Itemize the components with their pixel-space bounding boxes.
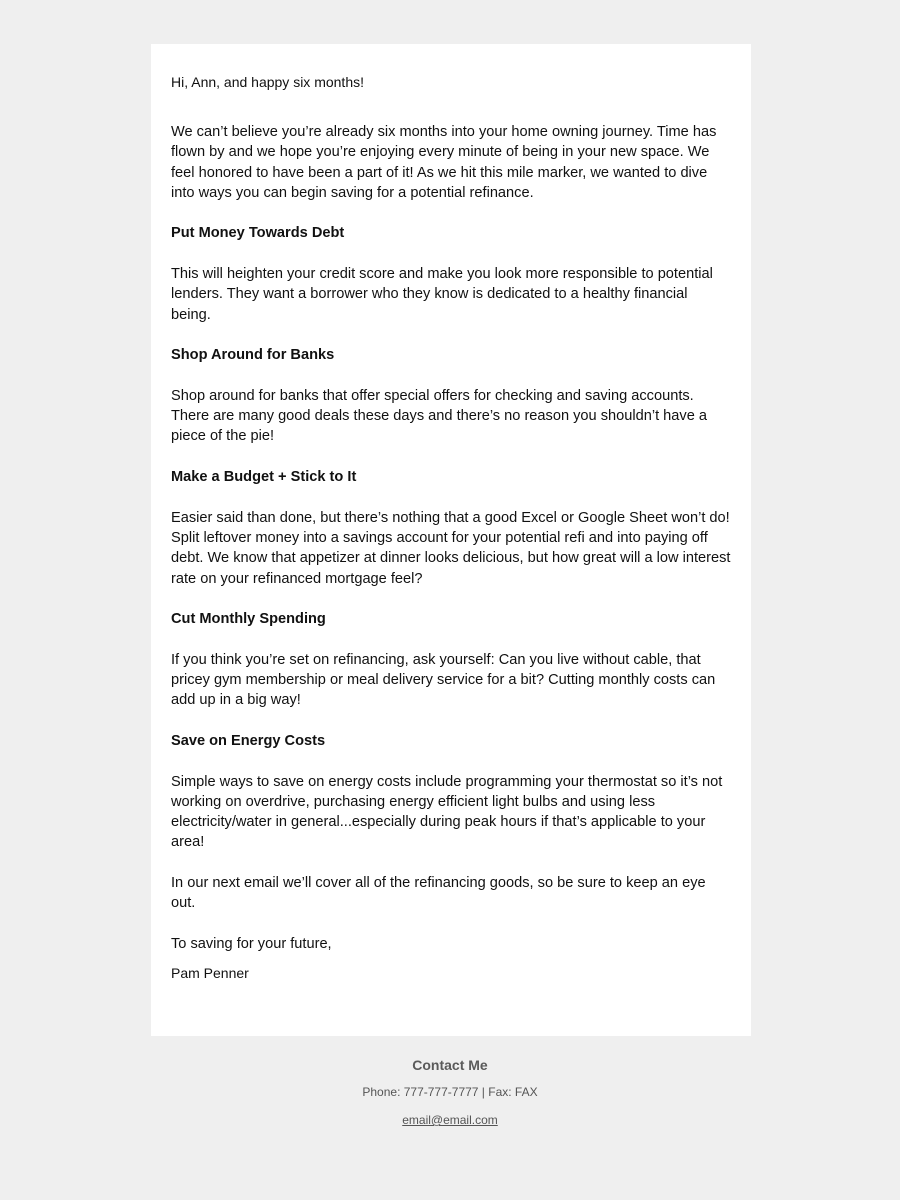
greeting: Hi, Ann, and happy six months!: [171, 74, 364, 90]
footer-email-link[interactable]: email@email.com: [402, 1113, 498, 1127]
section-body-debt: This will heighten your credit score and make you look more responsible to potential lenders. They want a borrower who they know is dedicated to a healthy financial being.: [171, 266, 713, 323]
closing-paragraph: In our next email we’ll cover all of the refinancing goods, so be sure to keep an eye out.: [171, 874, 706, 912]
section-heading-debt: Put Money Towards Debt: [171, 225, 345, 242]
section-body-budget: Easier said than done, but there’s nothing that a good Excel or Google Sheet won’t do! Split leftover money into a savings account for your potential refi and into paying off debt. We know that appetizer at dinner looks delicious, but how great will a low interest rate on your refinanced mortgage feel?: [171, 509, 731, 587]
section-body-banks: Shop around for banks that offer special offers for checking and saving accounts. There are many good deals these days and there’s no reason you shouldn’t have a piece of the pie!: [171, 387, 707, 445]
footer: [0, 1055, 900, 1129]
intro-paragraph: We can’t believe you’re already six months into your home owning journey. Time has flown by and we hope you’re enjoying every minute of being in your new space. We feel honored to have been a part of it! As we hit this mile marker, we wanted to dive into ways you can begin saving for a potential refinance.: [171, 124, 717, 201]
section-heading-energy: Save on Energy Costs: [171, 732, 326, 749]
footer-contact-line: Phone: 777-777-7777 | Fax: FAX: [362, 1085, 538, 1099]
footer-title: Contact Me: [412, 1057, 488, 1073]
section-heading-budget: Make a Budget + Stick to It: [171, 469, 357, 486]
signoff: To saving for your future,: [171, 935, 332, 952]
section-body-spending: If you think you’re set on refinancing, ask yourself: Can you live without cable, that pricey gym membership or meal delivery service for a bit? Cutting monthly costs can add up in a big way!: [171, 651, 716, 709]
section-body-energy: Simple ways to save on energy costs include programming your thermostat so it’s not working on overdrive, purchasing energy efficient light bulbs and using less electricity/water in general...especially during peak hours if that’s applicable to your area!: [171, 773, 723, 851]
section-heading-banks: Shop Around for Banks: [171, 347, 335, 364]
email-card: [151, 44, 751, 1036]
signature: Pam Penner: [171, 965, 249, 982]
section-heading-spending: Cut Monthly Spending: [171, 611, 326, 628]
